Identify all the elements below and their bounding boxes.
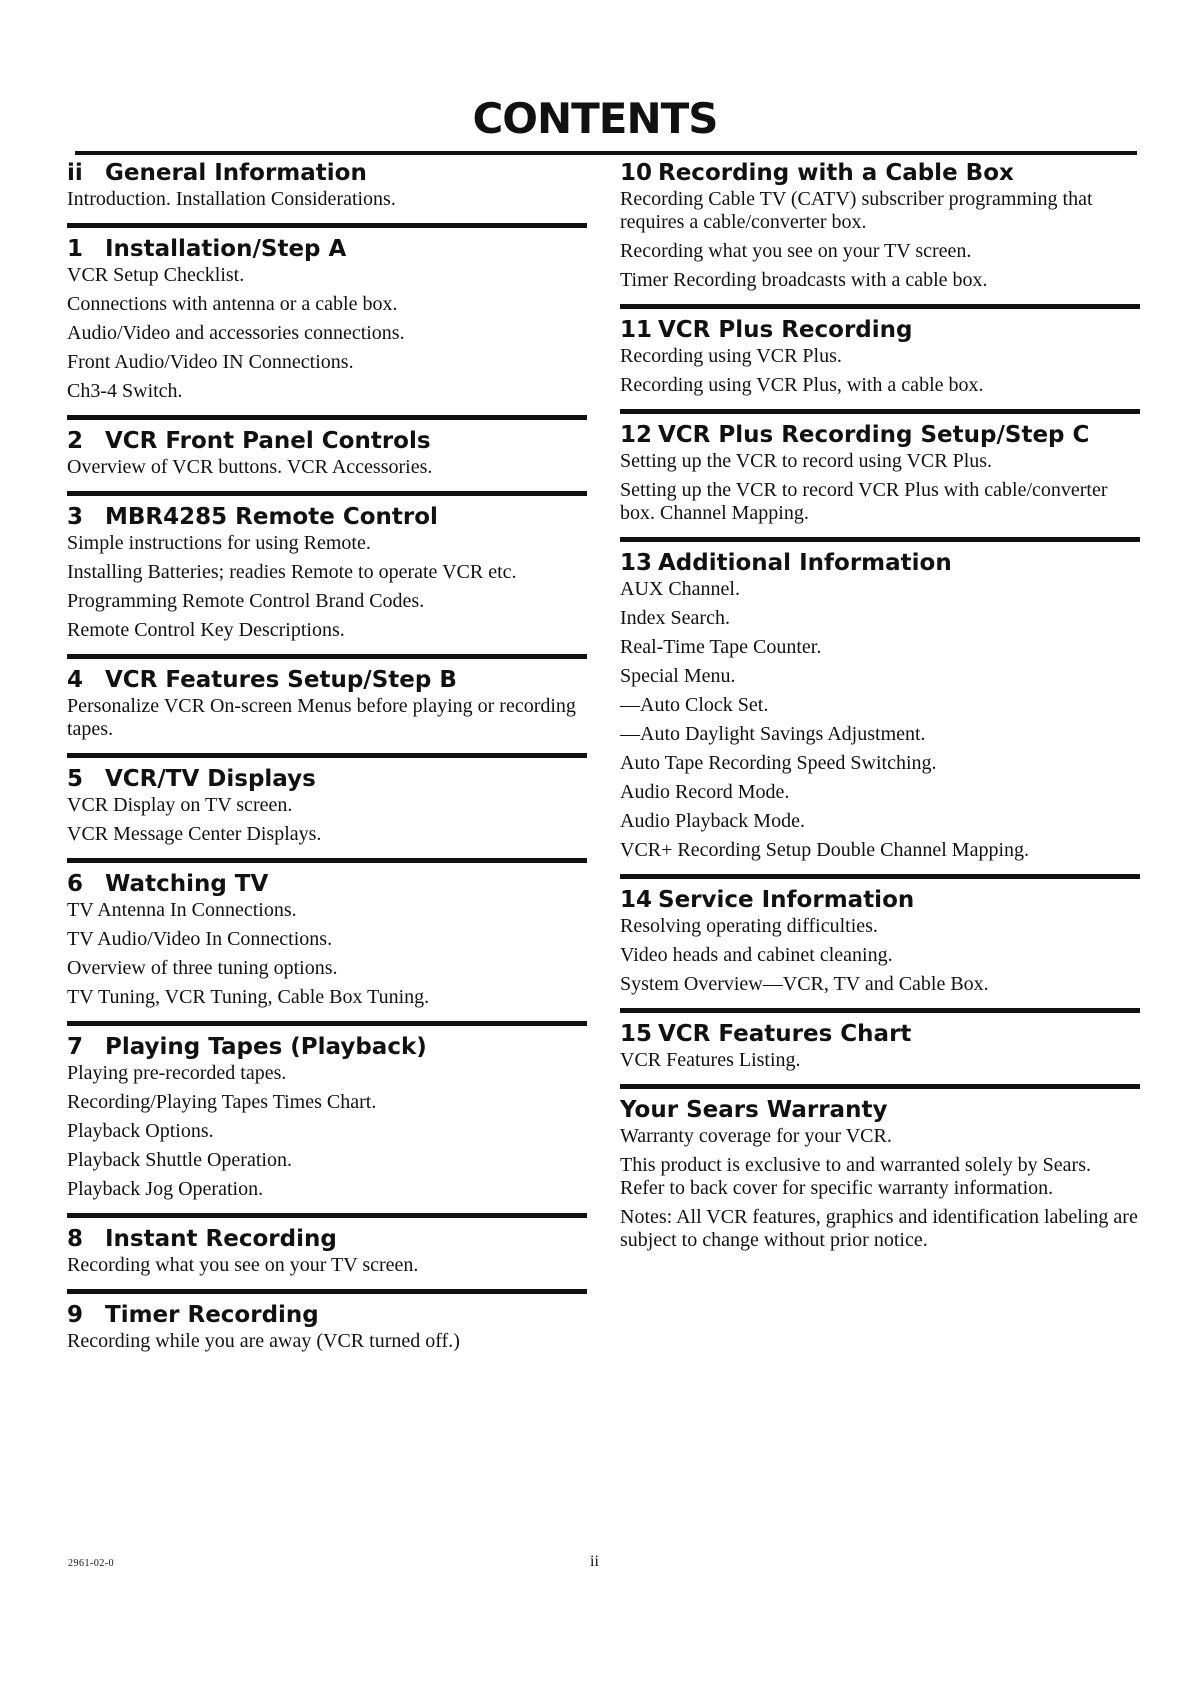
section-heading [620,1019,1140,1049]
contents-section [620,315,1140,397]
section-title: VCR Front Panel Controls [105,428,431,454]
contents-section [620,548,1140,862]
section-item: VCR Display on TV screen. [67,794,293,816]
section-heading [67,158,587,188]
footer-page-number: ii [590,1553,599,1570]
section-heading [67,426,587,456]
contents-section [620,885,1140,996]
section-item: Simple instructions for using Remote. [67,532,371,554]
section-title: VCR Features Chart [658,1021,912,1047]
section-item: Real-Time Tape Counter. [620,636,822,658]
contents-section [620,158,1140,292]
section-item: Recording using VCR Plus, with a cable box. [620,374,984,396]
section-item: —Auto Clock Set. [620,694,769,716]
section-item: Programming Remote Control Brand Codes. [67,590,425,612]
section-title: General Information [105,160,367,186]
section-number: 13 [620,550,653,576]
section-title: Timer Recording [105,1302,319,1328]
section-heading [620,885,1140,915]
section-item: Connections with antenna or a cable box. [67,293,398,315]
section-item: Personalize VCR On-screen Menus before playing or recording tapes. [67,695,576,740]
section-item: Introduction. Installation Considerations. [67,188,396,210]
section-heading [620,420,1140,450]
footer-document-code: 2961-02-0 [68,1558,115,1569]
section-item: Overview of three tuning options. [67,957,338,979]
section-heading [620,548,1140,578]
section-item: Recording using VCR Plus. [620,345,842,367]
section-title: VCR Plus Recording Setup/Step C [658,422,1090,448]
page-title: CONTENTS [472,94,718,143]
section-number: ii [67,160,83,186]
section-heading [67,502,587,532]
section-number: 15 [620,1021,653,1047]
section-item: Setting up the VCR to record VCR Plus with cable/converter box. Channel Mapping. [620,479,1108,524]
contents-section [67,1224,587,1277]
section-item: Playback Options. [67,1120,214,1142]
section-divider [67,223,587,228]
section-title: Your Sears Warranty [620,1097,888,1123]
section-divider [67,1289,587,1294]
section-title: Installation/Step A [105,236,347,262]
contents-section [67,502,587,642]
section-number: 6 [67,871,84,897]
section-item: Auto Tape Recording Speed Switching. [620,752,937,774]
section-item: Recording what you see on your TV screen. [67,1254,419,1276]
section-number: 10 [620,160,653,186]
section-number: 12 [620,422,653,448]
section-heading [67,1224,587,1254]
contents-section [67,764,587,846]
section-heading [620,1095,1140,1125]
section-heading [620,315,1140,345]
section-heading [67,1032,587,1062]
section-number: 7 [67,1034,84,1060]
contents-right-column [620,158,1140,1258]
contents-section [620,420,1140,525]
section-divider [67,491,587,496]
section-number: 8 [67,1226,84,1252]
section-item: —Auto Daylight Savings Adjustment. [620,723,926,745]
section-item: Recording while you are away (VCR turned off.) [67,1330,460,1352]
section-divider [67,1213,587,1218]
section-item: Index Search. [620,607,730,629]
section-item: Setting up the VCR to record using VCR Plus. [620,450,993,472]
section-item: Recording Cable TV (CATV) subscriber programming that requires a cable/converter box. [620,188,1093,233]
section-item: Installing Batteries; readies Remote to operate VCR etc. [67,561,517,583]
contents-section [67,665,587,741]
section-item: Overview of VCR buttons. VCR Accessories. [67,456,433,478]
section-number: 3 [67,504,84,530]
section-divider [67,415,587,420]
section-heading [67,764,587,794]
section-item: Front Audio/Video IN Connections. [67,351,354,373]
section-item: System Overview—VCR, TV and Cable Box. [620,973,989,995]
section-title: VCR Plus Recording [658,317,913,343]
section-title: VCR/TV Displays [105,766,316,792]
contents-left-column [67,158,587,1359]
contents-section [67,158,587,211]
section-divider [620,537,1140,542]
section-divider [67,1021,587,1026]
title-divider [75,151,1137,155]
contents-section [67,1300,587,1353]
section-item: This product is exclusive to and warranted solely by Sears. Refer to back cover for specific warranty information. [620,1154,1091,1199]
section-title: Service Information [658,887,915,913]
section-item: Video heads and cabinet cleaning. [620,944,893,966]
section-item: VCR Setup Checklist. [67,264,245,286]
section-divider [620,874,1140,879]
section-item: Ch3-4 Switch. [67,380,183,402]
contents-section [620,1095,1140,1252]
section-heading [620,158,1140,188]
section-title: Instant Recording [105,1226,337,1252]
contents-section [67,234,587,403]
section-heading [67,665,587,695]
section-item: Special Menu. [620,665,736,687]
section-item: Audio/Video and accessories connections. [67,322,405,344]
section-number: 1 [67,236,84,262]
section-number: 2 [67,428,84,454]
section-divider [620,1084,1140,1089]
section-heading [67,1300,587,1330]
section-number: 9 [67,1302,84,1328]
section-item: TV Antenna In Connections. [67,899,297,921]
contents-section [620,1019,1140,1072]
section-heading [67,869,587,899]
section-item: Resolving operating difficulties. [620,915,878,937]
section-divider [620,304,1140,309]
section-item: TV Tuning, VCR Tuning, Cable Box Tuning. [67,986,430,1008]
section-item: Warranty coverage for your VCR. [620,1125,892,1147]
section-heading [67,234,587,264]
section-divider [67,858,587,863]
section-divider [620,409,1140,414]
section-title: MBR4285 Remote Control [105,504,438,530]
section-number: 14 [620,887,653,913]
section-item: Recording/Playing Tapes Times Chart. [67,1091,377,1113]
section-divider [620,1008,1140,1013]
section-item: Notes: All VCR features, graphics and identification labeling are subject to change without prior notice. [620,1206,1138,1251]
section-item: VCR Message Center Displays. [67,823,322,845]
section-item: Recording what you see on your TV screen. [620,240,972,262]
section-title: VCR Features Setup/Step B [105,667,457,693]
section-item: Playback Shuttle Operation. [67,1149,292,1171]
section-item: AUX Channel. [620,578,740,600]
section-title: Additional Information [658,550,952,576]
section-item: Playing pre-recorded tapes. [67,1062,287,1084]
section-divider [67,753,587,758]
contents-section [67,869,587,1009]
section-number: 5 [67,766,84,792]
section-number: 11 [620,317,653,343]
section-number: 4 [67,667,84,693]
section-item: TV Audio/Video In Connections. [67,928,333,950]
section-item: Audio Playback Mode. [620,810,805,832]
section-title: Recording with a Cable Box [658,160,1014,186]
section-divider [67,654,587,659]
contents-section [67,1032,587,1201]
section-item: Timer Recording broadcasts with a cable box. [620,269,988,291]
section-item: Remote Control Key Descriptions. [67,619,345,641]
section-title: Watching TV [105,871,269,897]
section-item: Playback Jog Operation. [67,1178,264,1200]
section-item: VCR Features Listing. [620,1049,801,1071]
section-item: VCR+ Recording Setup Double Channel Mapping. [620,839,1030,861]
contents-section [67,426,587,479]
section-title: Playing Tapes (Playback) [105,1034,427,1060]
section-item: Audio Record Mode. [620,781,790,803]
